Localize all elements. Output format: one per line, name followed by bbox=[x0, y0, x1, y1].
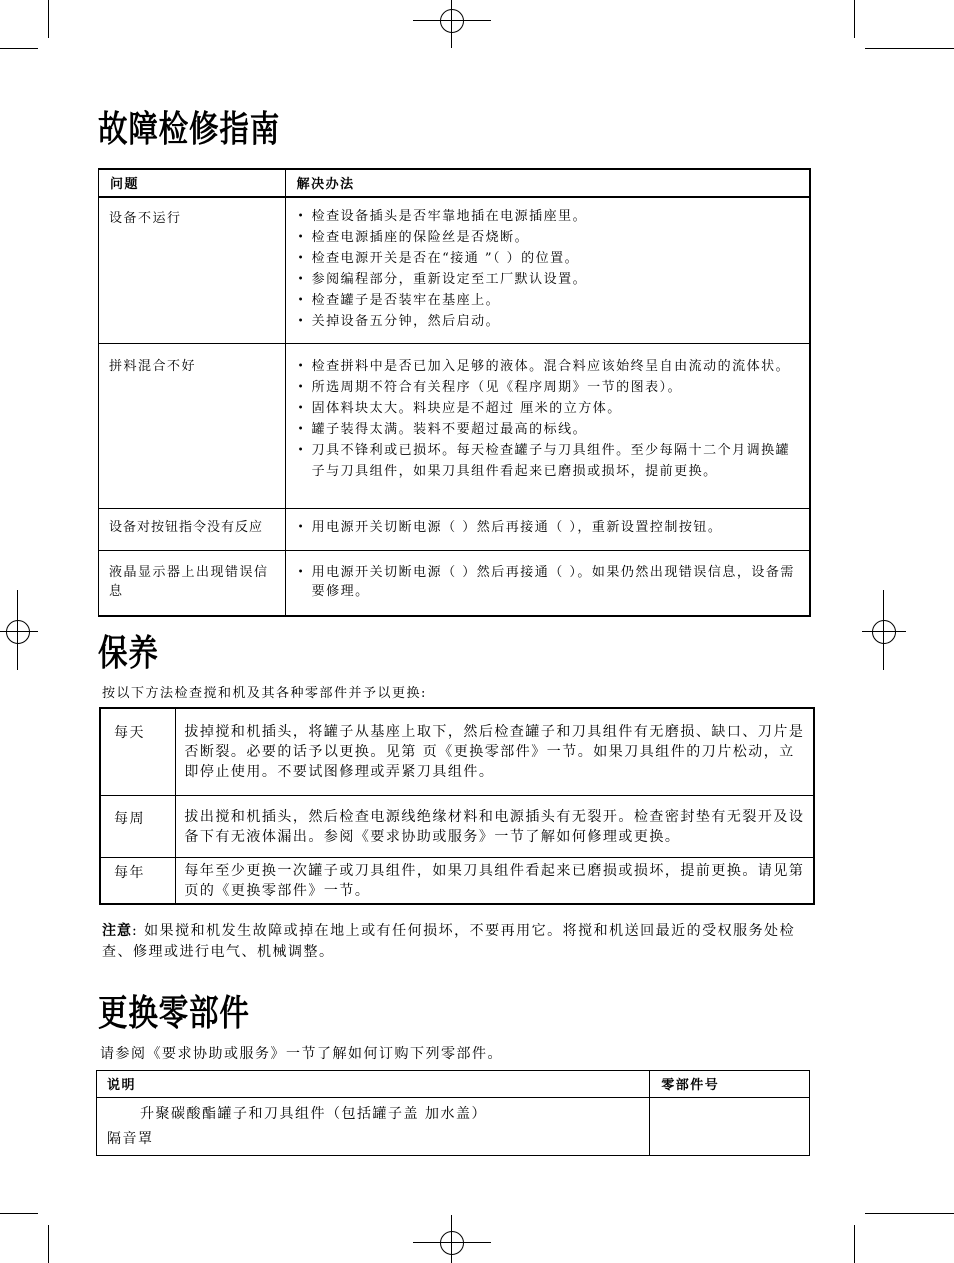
list-item: • 检查罐子是否装牢在基座上。 bbox=[298, 290, 799, 311]
problem-cell: 拼料混合不好 bbox=[99, 343, 286, 508]
parts-table bbox=[96, 1070, 810, 1156]
maintenance-text: 每年至少更换一次罐子或刀具组件，如果刀具组件看起来已磨损或损坏，提前更换。请见第 页的《更换零部件》一节。 bbox=[184, 862, 805, 899]
maintenance-intro: 按以下方法检查搅和机及其各种零部件并予以更换: bbox=[102, 686, 427, 701]
column-header-solution: 解决办法 bbox=[285, 169, 810, 197]
maintenance-text: 拔出搅和机插头，然后检查电源线绝缘材料和电源插头有无裂开。检查密封垫有无裂开及设备下有无液体漏出。参阅《要求协助或服务》一节了解如何修理或更换。 bbox=[176, 795, 814, 857]
table-header-row bbox=[97, 1071, 810, 1098]
solution-cell bbox=[285, 508, 810, 550]
list-item: • 检查设备插头是否牢靠地插在电源插座里。 bbox=[298, 206, 799, 227]
problem-cell: 设备对按钮指令没有反应 bbox=[99, 508, 286, 550]
list-item: • 刀具不锋利或已损坏。每天检查罐子与刀具组件。至少每隔十二个月调换罐子与刀具组件，如果刀具组件看起来已磨损或损坏，提前更换。 bbox=[298, 440, 795, 482]
table-row bbox=[100, 708, 814, 795]
maintenance-table bbox=[99, 707, 815, 905]
list-item: • 检查电源开关是否在“接通 ”（ ）的位置。 bbox=[298, 248, 799, 269]
solution-cell bbox=[285, 343, 810, 508]
column-header-description: 说明 bbox=[97, 1071, 650, 1098]
column-header-problem: 问题 bbox=[99, 169, 286, 197]
table-row bbox=[99, 343, 811, 508]
list-item: • 固体料块太大。料块应是不超过 厘米的立方体。 bbox=[298, 398, 795, 419]
maintenance-note bbox=[102, 921, 802, 963]
period-cell: 每年 bbox=[100, 857, 176, 904]
table-row bbox=[99, 550, 811, 616]
period-cell: 每天 bbox=[100, 708, 176, 795]
note-label: 注意 bbox=[102, 923, 132, 939]
list-item: • 检查拼料中是否已加入足够的液体。混合料应该始终呈自由流动的流体状。 bbox=[298, 356, 795, 377]
table-row bbox=[99, 508, 811, 550]
parts-number-cell bbox=[650, 1098, 810, 1156]
list-item: • 关掉设备五分钟，然后启动。 bbox=[298, 311, 799, 332]
column-header-part-number: 零部件号 bbox=[650, 1071, 810, 1098]
list-item: 隔音罩 bbox=[107, 1131, 154, 1147]
period-cell: 每周 bbox=[100, 795, 176, 857]
table-header-row bbox=[99, 169, 811, 197]
list-item: • 用电源开关切断电源（ ）然后再接通（ ），重新设置控制按钮。 bbox=[298, 517, 799, 538]
list-item: • 检查电源插座的保险丝是否烧断。 bbox=[298, 227, 799, 248]
parts-title: 更换零部件 bbox=[98, 993, 250, 1034]
list-item: • 参阅编程部分，重新设定至工厂默认设置。 bbox=[298, 269, 799, 290]
problem-cell: 设备不运行 bbox=[99, 197, 286, 343]
solution-cell bbox=[285, 197, 810, 343]
solution-cell bbox=[285, 550, 810, 616]
maintenance-text: 拔掉搅和机插头，将罐子从基座上取下，然后检查罐子和刀具组件有无磨损、缺口、刀片是否断裂。必要的话予以更换。见第 页《更换零部件》一节。如果刀具组件的刀片松动，立即停止使用。不要试图修理或弄紧刀具组件。 bbox=[176, 708, 814, 795]
table-row bbox=[100, 857, 814, 904]
maintenance-title: 保养 bbox=[98, 633, 159, 674]
problem-cell: 液晶显示器上出现错误信息 bbox=[99, 550, 286, 616]
table-row bbox=[100, 795, 814, 857]
list-item: • 罐子装得太满。装料不要超过最高的标线。 bbox=[298, 419, 795, 440]
note-text: : 如果搅和机发生故障或掉在地上或有任何损坏，不要再用它。将搅和机送回最近的受权服务处检查、修理或进行电气、机械调整。 bbox=[102, 923, 796, 960]
list-item: 升聚碳酸酯罐子和刀具组件（包括罐子盖 加水盖） bbox=[140, 1106, 487, 1122]
troubleshooting-table bbox=[98, 168, 811, 617]
table-row bbox=[99, 197, 811, 343]
troubleshooting-title: 故障检修指南 bbox=[98, 109, 281, 150]
parts-intro: 请参阅《要求协助或服务》一节了解如何订购下列零部件。 bbox=[100, 1046, 503, 1062]
parts-desc-cell bbox=[97, 1098, 650, 1156]
list-item: • 用电源开关切断电源（ ）然后再接通（ ）。如果仍然出现错误信息，设备需要修理。 bbox=[298, 563, 795, 601]
table-row bbox=[97, 1098, 810, 1156]
list-item: • 所选周期不符合有关程序（见《程序周期》一节的图表）。 bbox=[298, 377, 795, 398]
